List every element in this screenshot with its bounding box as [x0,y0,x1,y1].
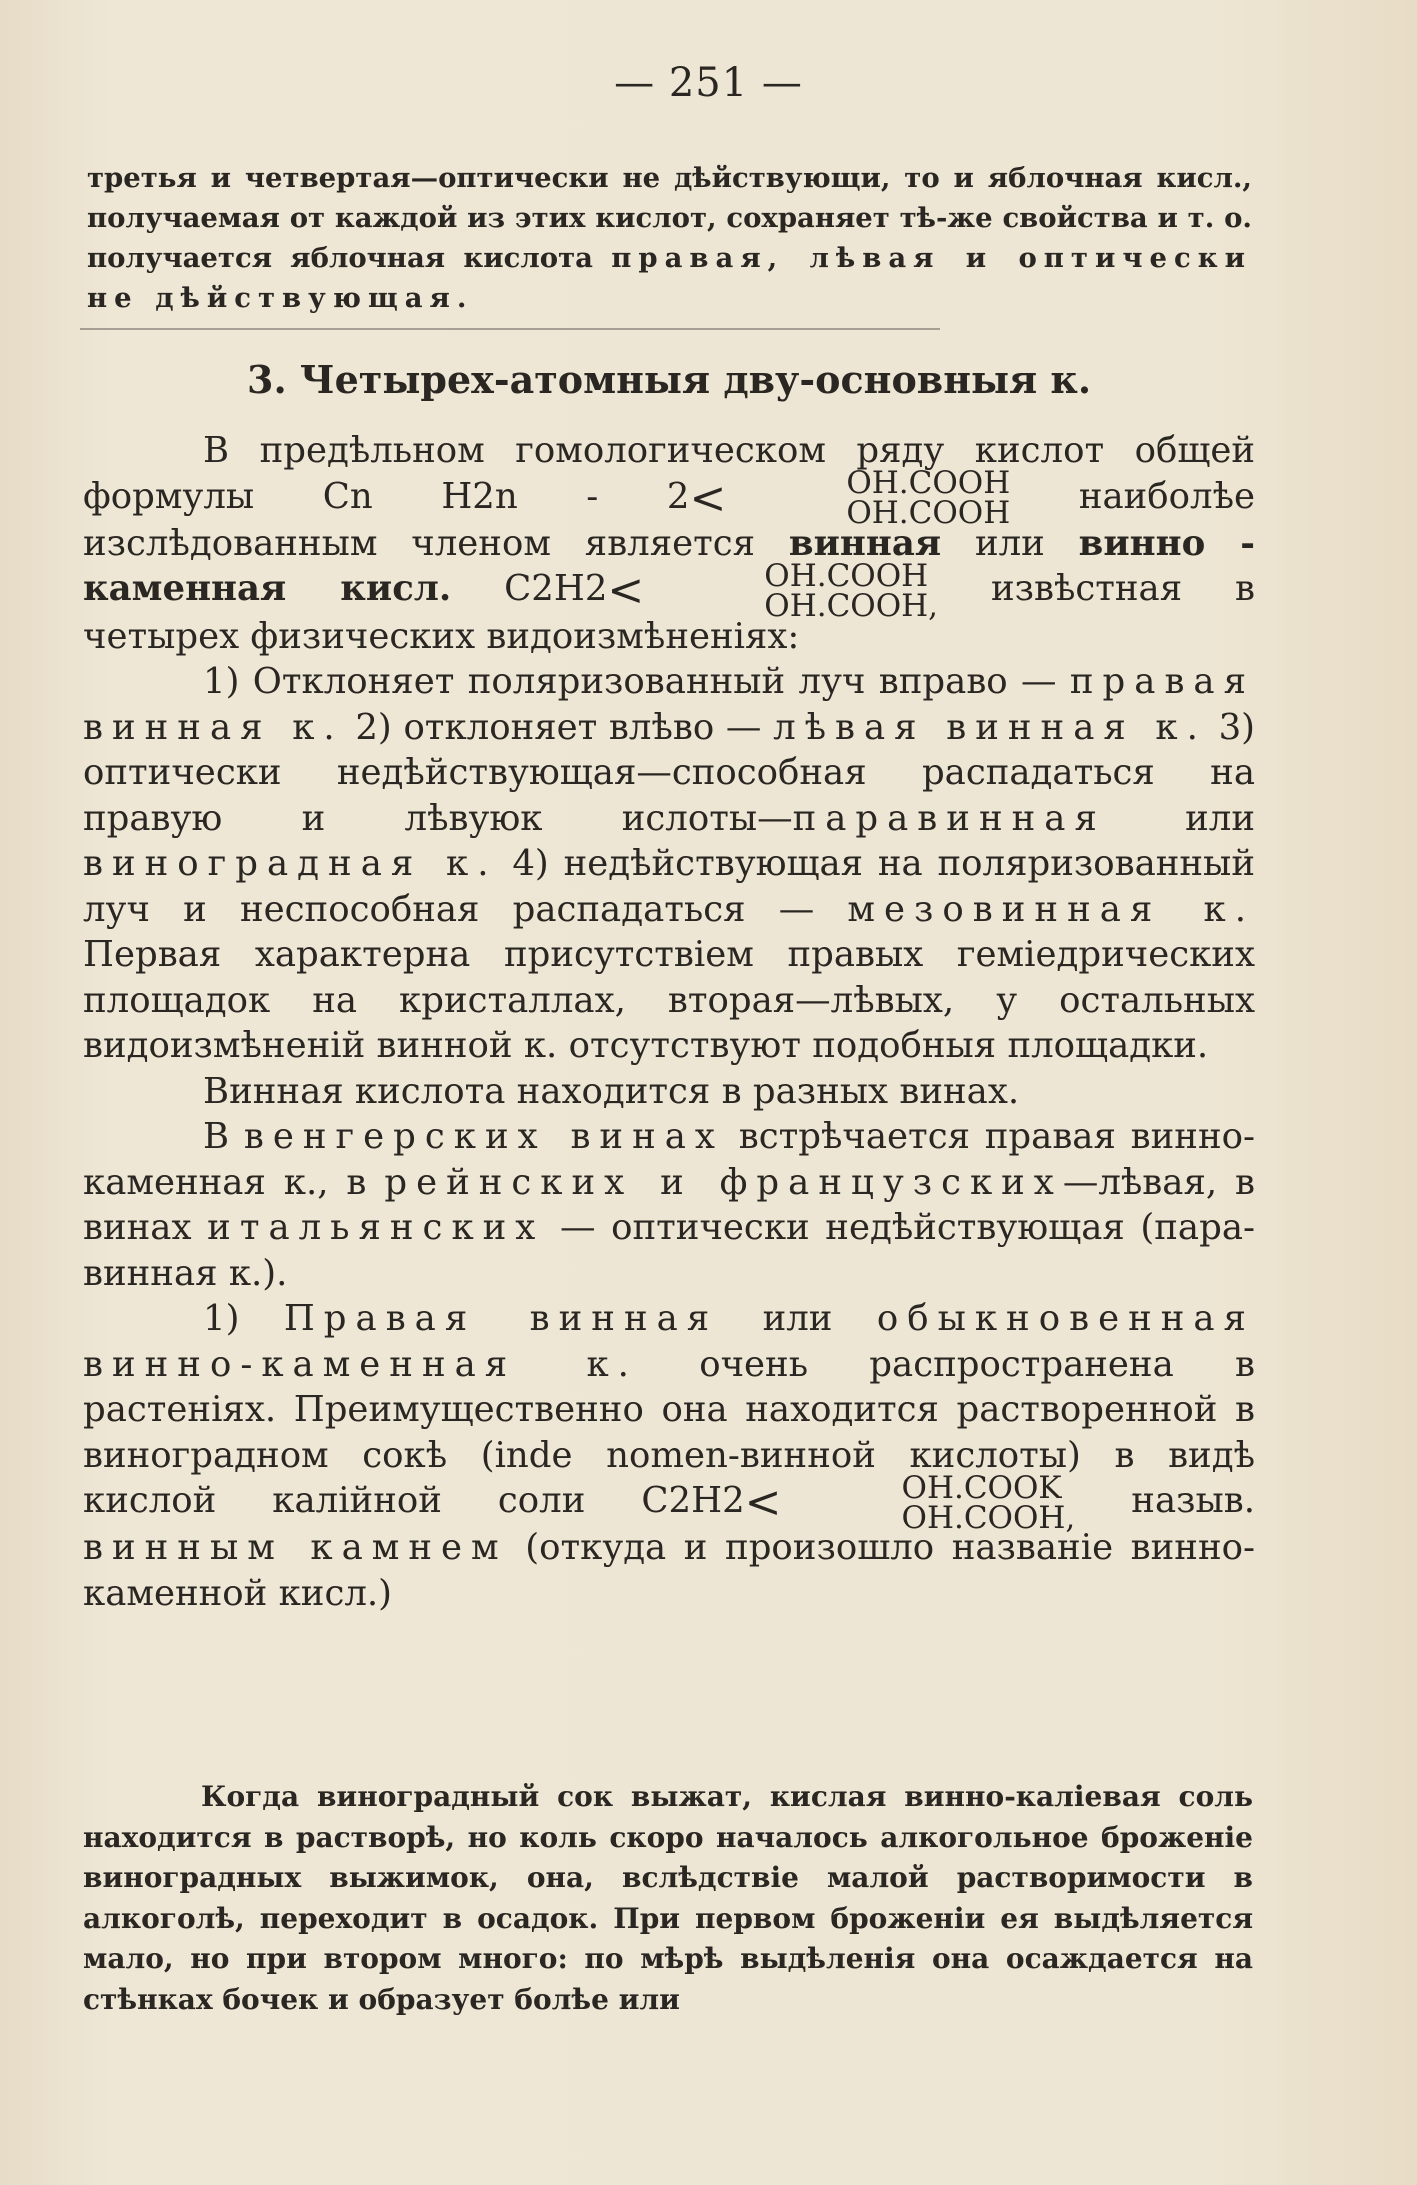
p5-text-c: очень распространена в растеніях. Преимущественно она находится растворенной в виноградном сокѣ (inde nomen-винной кислоты) в видѣ кислой калійной соли C2H2 [83,1343,1255,1521]
formula-3 [782,1469,1076,1536]
paragraph-1 [83,428,1255,659]
p2-text-d: или [1185,797,1255,839]
small-print-text: Когда виноградный сок выжат, кислая винно-каліевая соль находится в растворѣ, но коль скоро началось алкогольное броженіе виноградных выжимок, она, вслѣдствіе малой растворимости в алкоголѣ, переходит в осадок. При первом броженіи ея выдѣляется мало, но при втором много: по мѣрѣ выдѣленія она осаждается на стѣнках бочек и образует болѣе или [83,1780,1253,2016]
p2-emph-4: виноградная к. [83,843,498,884]
p5-emph-1: Правая винная [283,1298,719,1339]
p1-text-c: или [974,522,1045,564]
formula-3-bottom: OH.COOH, [901,1499,1076,1536]
bracket-symbol: < [689,472,727,524]
formula-1 [726,465,1011,531]
p4-emph-3: итальянских [207,1207,545,1248]
p4-emph-2: рейнских и французских [384,1161,1063,1203]
p1-text-a: В предѣльном гомологическом ряду кислот общей формулы Cn H2n - 2 [83,430,1255,517]
p2-text-a: 1) Отклоняет поляризованный луч вправо — [203,661,1057,702]
section-heading: 3. Четырех-атомныя дву-основныя к. [247,357,1092,402]
p2-text-e: 4) недѣйствующая на поляризованный луч и неспособная распадаться — [83,843,1255,930]
lead-spaced-text: правая, лѣвая и оптически не дѣйствующая. [87,242,1252,314]
paragraph-3: Винная кислота находится в разных винах. [203,1070,1020,1112]
formula-3-top: OH.COOK [901,1469,1062,1506]
p1-text-e: извѣстная в четырех физических видоизмѣненіях: [83,568,1255,657]
p5-emph-3: винным камнем [83,1527,508,1569]
p2-text-c: 3) оптически недѣйствующая—способная распадаться на правую и лѣвуюк ислоты— [83,706,1255,839]
p1-text-d: C2H2 [504,568,608,610]
p2-text-f: Первая характерна присутствіем правых геміедрических площадок на кристаллах, вторая—лѣвых, у остальных видоизмѣненій винной к. отсутствуют подобныя площадки. [83,934,1255,1066]
bracket-symbol: < [744,1476,782,1528]
p1-bold-1: винная [788,522,942,564]
p5-text-e: (откуда и произошло названіе винно-каменной кисл.) [83,1527,1255,1614]
formula-2 [644,557,939,624]
p2-emph-2: лѣвая винная к. [773,706,1207,748]
p1-text-b: наиболѣе изслѣдованным членом является [83,475,1256,564]
formula-1-bottom: OH.COOH [846,495,1011,531]
p1-bold-2: винно - каменная кисл. [83,522,1255,610]
p5-text-a: 1) [203,1298,240,1339]
formula-1-top: OH.COOH [846,465,1011,501]
p4-text-d: — оптически недѣйствующая (пара-винная к.). [83,1207,1255,1294]
p2-emph-1: правая винная к. [83,661,1255,748]
p2-emph-3: паравинная [792,797,1106,839]
small-print-paragraph [83,1777,1253,2020]
p5-emph-2: обыкновенная винно-каменная к. [83,1298,1255,1385]
paragraph-2 [83,659,1255,1069]
formula-2-bottom: OH.COOH, [764,587,939,624]
bracket-symbol: < [607,565,645,616]
lead-text: третья и четвертая—оптически не дѣйствующи, то и яблочная кисл., получаемая от каждой из этих кислот, сохраняет тѣ-же свойства и т. о. получается яблочная кислота [87,162,1252,274]
main-body [83,428,1255,1616]
p4-text-b: встрѣчается правая винно-каменная к., в [83,1116,1255,1203]
p5-text-d: назыв. [1131,1480,1255,1521]
p2-text-b: 2) отклоняет влѣво — [355,706,762,748]
p5-text-b: или [762,1298,833,1339]
paragraph-4 [83,1114,1255,1296]
page-number: — 251 — [614,60,803,106]
p4-text-c: —лѣвая, в винах [83,1161,1256,1248]
p4-emph-1: венгерских винах [243,1116,724,1157]
p4-text-a: В [203,1116,230,1157]
p2-emph-5: мезовинная к. [847,888,1255,930]
separator-rule [80,328,940,330]
formula-2-top: OH.COOH [764,557,929,594]
paragraph-5 [83,1296,1255,1616]
lead-paragraph [87,158,1252,318]
